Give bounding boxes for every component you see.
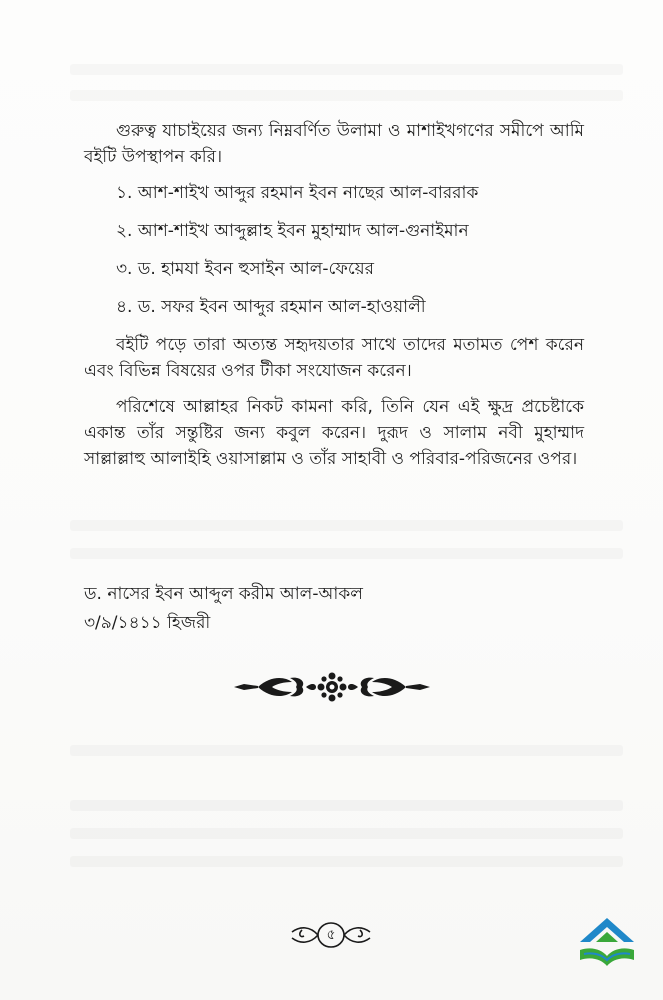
intro-paragraph: গুরুত্ব যাচাইয়ের জন্য নিম্নবর্ণিত উলামা ও মাশাইখগণের সমীপে আমি বইটি উপস্থাপন করি। <box>84 121 584 167</box>
signature-date: ৩/৯/১৪১১ হিজরী <box>84 613 211 633</box>
bleed-through-line <box>70 64 623 75</box>
closing-paragraph: পরিশেষে আল্লাহর নিকট কামনা করি, তিনি যেন এই ক্ষুদ্র প্রচেষ্টাকে একান্ত তাঁর সন্তুষ্টির জন্য কবুল করেন। দুরূদ ও সালাম নবী মুহাম্মাদ সাল্লাল্লাহু আলাইহি ওয়াসাল্লাম ও তাঁর সাহাবী ও পরিবার-পরিজনের ওপর। <box>84 397 584 469</box>
author-name: ড. নাসের ইবন আব্দুল করীম আল-আকল <box>84 584 363 604</box>
floral-divider-icon <box>232 672 432 702</box>
bleed-through-line <box>70 90 623 101</box>
body-text <box>84 118 584 482</box>
bleed-through-line <box>70 520 623 531</box>
bleed-through-line <box>70 745 623 756</box>
page-number: ৫ <box>326 927 336 943</box>
scholar-list-item: ৩. ড. হামযা ইবন হুসাইন আল-ফেয়ের <box>116 259 375 279</box>
review-paragraph: বইটি পড়ে তারা অত্যন্ত সহৃদয়তার সাথে তাদের মতামত পেশ করেন এবং বিভিন্ন বিষয়ের ওপর টীকা সংযোজন করেন। <box>84 335 584 381</box>
bleed-through-line <box>70 828 623 839</box>
scholar-list-item: ৪. ড. সফর ইবন আব্দুর রহমান আল-হাওয়ালী <box>116 297 426 317</box>
signature-block <box>84 580 363 638</box>
scholar-list-item: ২. আশ-শাইখ আব্দুল্লাহ ইবন মুহাম্মাদ আল-গুনাইমান <box>116 221 469 241</box>
bleed-through-line <box>70 800 623 811</box>
scholar-list <box>84 180 584 320</box>
scholar-list-item: ১. আশ-শাইখ আব্দুর রহমান ইবন নাছের আল-বাররাক <box>116 183 479 203</box>
publisher-logo-icon <box>576 916 638 972</box>
bleed-through-line <box>70 548 623 559</box>
bleed-through-line <box>70 856 623 867</box>
